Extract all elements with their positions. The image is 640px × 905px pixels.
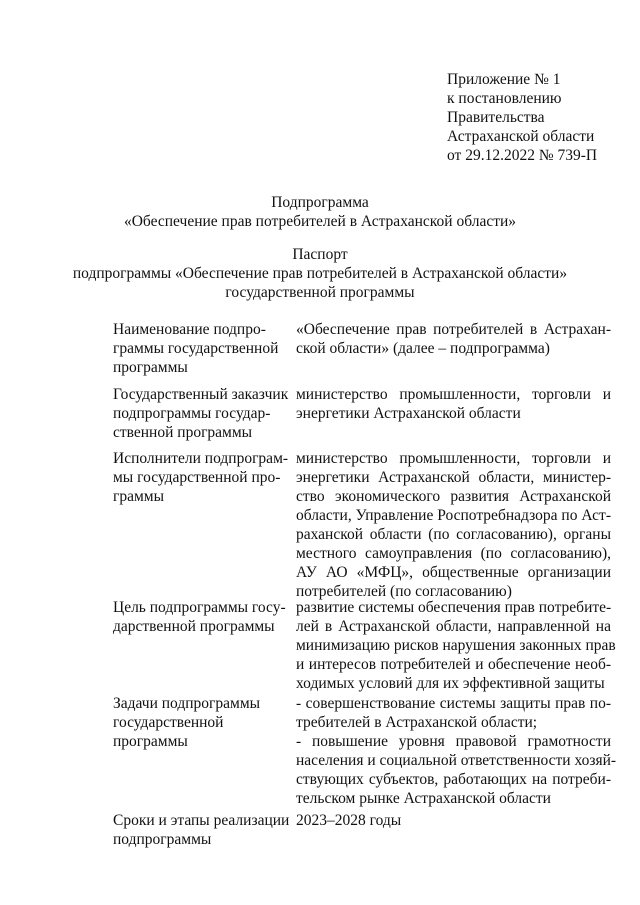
- label-line: Наименование подпро-: [113, 321, 266, 338]
- row-label: [113, 449, 289, 506]
- label-line: подпрограммы государ-: [113, 405, 271, 422]
- value-line: тельском рынке Астраханской области: [296, 790, 551, 807]
- value-line: местного самоуправления (по согласованию),: [296, 545, 611, 562]
- label-line: Исполнители подпрограм-: [113, 450, 289, 467]
- label-line: программы: [113, 733, 188, 750]
- value-line: и интересов потребителей и обеспечение необ-: [296, 656, 611, 673]
- value-line: раханской области (по согласованию), органы: [296, 526, 611, 543]
- value-line: министерство промышленности, торговли и: [296, 386, 611, 403]
- row-label: [113, 385, 289, 442]
- value-line: - повышение уровня правовой грамотности: [296, 733, 611, 750]
- row-value: [296, 385, 611, 423]
- passport-heading-line: Паспорт: [292, 246, 348, 263]
- label-line: мы государственной про-: [113, 469, 281, 486]
- value-line: «Обеспечение прав потребителей в Астрахан-: [296, 321, 611, 338]
- row-label: [113, 811, 290, 849]
- subprogram-heading-title: «Обеспечение прав потребителей в Астраханской области»: [123, 213, 517, 230]
- label-line: граммы: [113, 488, 165, 505]
- value-line: потребителей (по согласованию): [296, 583, 512, 600]
- row-value: [296, 694, 617, 808]
- row-value: [296, 598, 616, 693]
- label-line: ственной программы: [113, 424, 253, 441]
- appendix-line: к постановлению: [447, 90, 562, 107]
- value-line: требителей в Астраханской области;: [296, 714, 538, 731]
- value-line: энергетики Астраханской области, министер-: [296, 469, 611, 486]
- appendix-line: Правительства: [447, 109, 545, 126]
- value-line: энергетики Астраханской области: [296, 405, 521, 422]
- row-label: [113, 694, 285, 751]
- row-value: [296, 320, 611, 358]
- subprogram-heading: [0, 193, 640, 231]
- label-line: Государственный заказчик: [113, 386, 289, 403]
- label-line: программы: [113, 359, 188, 376]
- label-line: Сроки и этапы реализации: [113, 812, 290, 829]
- value-line: минимизацию рисков нарушения законных прав: [296, 637, 616, 654]
- row-label: [113, 598, 285, 636]
- subprogram-heading-line: Подпрограмма: [271, 194, 369, 211]
- value-line: ство экономического развития Астраханской: [296, 488, 611, 505]
- row-value: [296, 811, 611, 830]
- label-line: граммы государственной: [113, 340, 279, 357]
- label-line: государственной: [113, 714, 224, 731]
- row-label: [113, 320, 285, 377]
- value-line: АУ АО «МФЦ», общественные организации: [296, 564, 611, 581]
- value-line: развитие системы обеспечения прав потребите-: [296, 599, 612, 616]
- appendix-line: от 29.12.2022 № 739-П: [447, 147, 598, 164]
- label-line: Цель подпрограммы госу-: [113, 599, 286, 616]
- value-line: 2023–2028 годы: [296, 812, 402, 829]
- label-line: подпрограммы: [113, 831, 212, 848]
- passport-heading-subtitle: государственной программы: [225, 284, 415, 301]
- value-line: ствующих субъектов, работающих на потреби-: [296, 771, 611, 788]
- label-line: дарственной программы: [113, 618, 275, 635]
- passport-heading-title: подпрограммы «Обеспечение прав потребителей в Астраханской области»: [72, 265, 568, 282]
- appendix-block: [447, 70, 597, 165]
- row-value: [296, 449, 611, 601]
- passport-heading: [0, 245, 640, 302]
- value-line: лей в Астраханской области, направленной на: [296, 618, 611, 635]
- value-line: области, Управление Роспотребнадзора по Аст-: [296, 507, 611, 524]
- value-line: населения и социальной ответственности хозяй-: [296, 752, 617, 769]
- value-line: ской области» (далее – подпрограмма): [296, 340, 550, 357]
- label-line: Задачи подпрограммы: [113, 695, 261, 712]
- value-line: министерство промышленности, торговли и: [296, 450, 611, 467]
- value-line: - совершенствование системы защиты прав по-: [296, 695, 611, 712]
- appendix-line: Приложение № 1: [447, 71, 561, 88]
- appendix-line: Астраханской области: [447, 128, 595, 145]
- value-line: ходимых условий для их эффективной защиты: [296, 675, 605, 692]
